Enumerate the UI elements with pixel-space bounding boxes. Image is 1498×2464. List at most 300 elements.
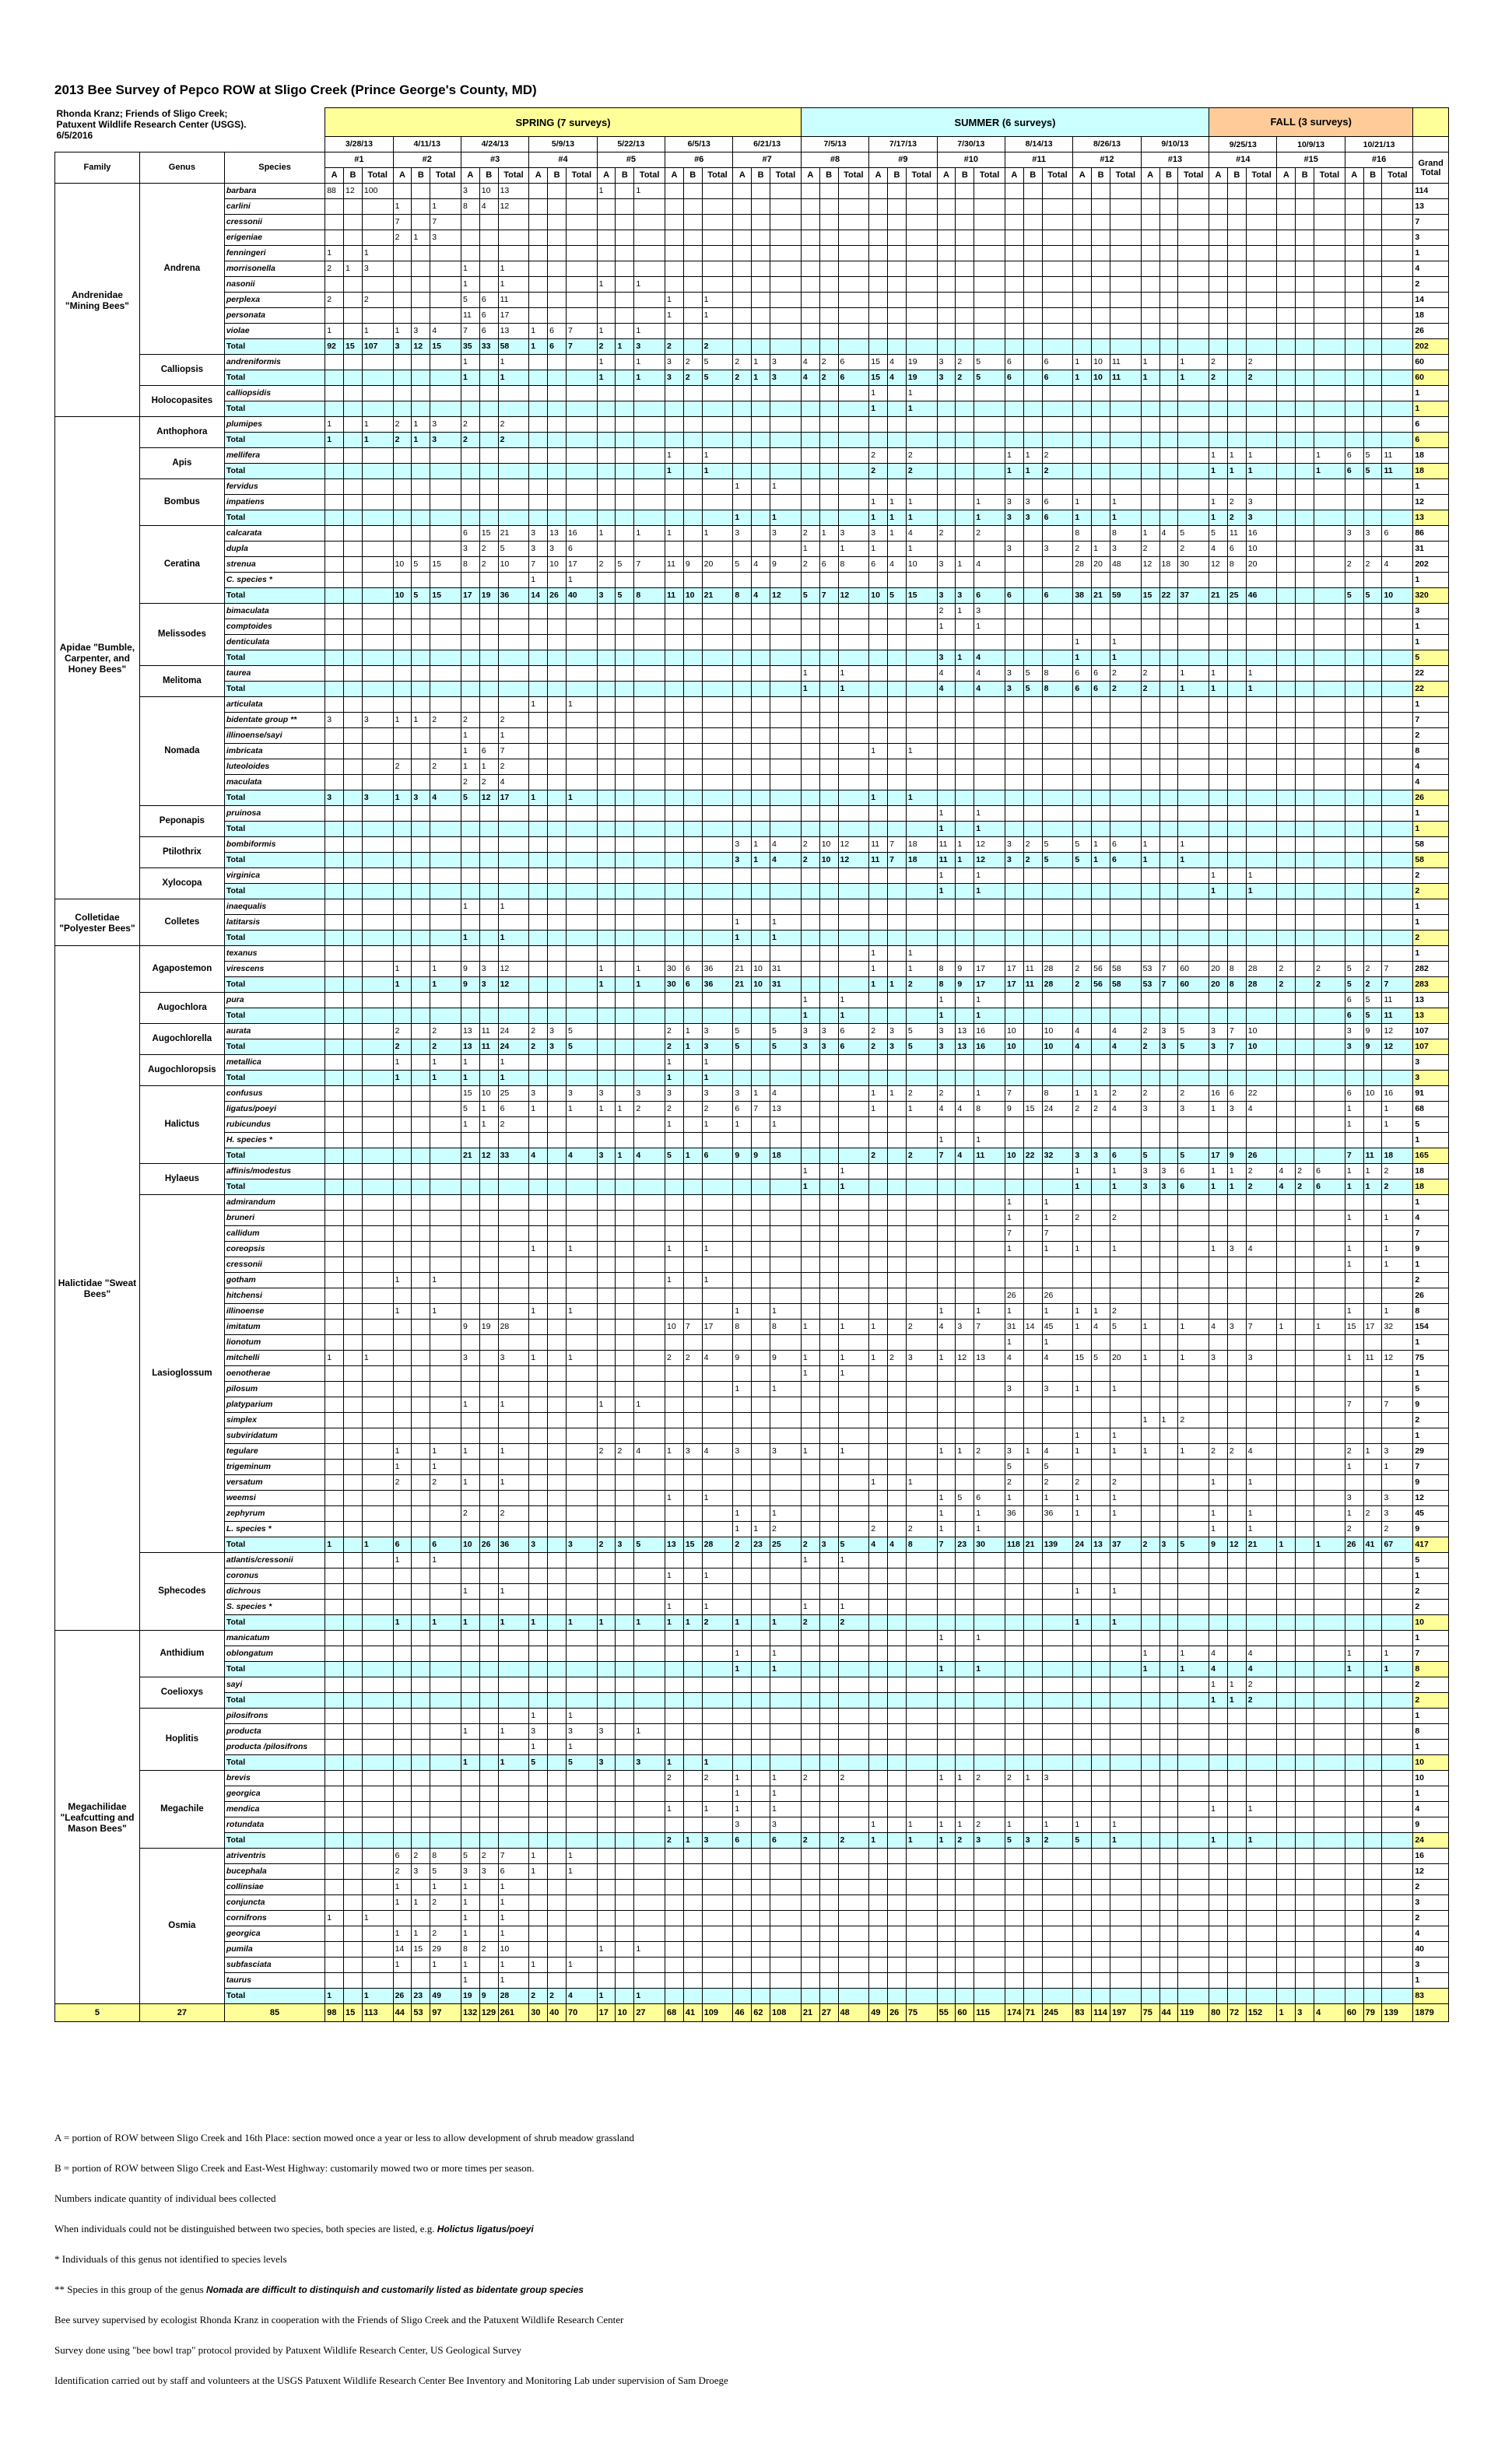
count-total: 1 [1178, 853, 1209, 868]
count-total [974, 1226, 1005, 1242]
count-b [683, 899, 702, 915]
count-total [1382, 635, 1413, 650]
count-total [838, 1382, 869, 1397]
count-b [548, 728, 567, 744]
species-row [55, 1568, 1449, 1584]
count-total [770, 184, 802, 199]
count-total [1382, 697, 1413, 713]
count-a [733, 884, 752, 899]
count-b [752, 542, 770, 557]
count-total [1178, 744, 1209, 759]
count-a [1209, 1428, 1228, 1444]
count-a [393, 1335, 412, 1351]
count-b [412, 682, 430, 697]
count-total [1246, 479, 1277, 495]
count-b [344, 1662, 363, 1677]
count-total [566, 1211, 597, 1226]
count-a [325, 1646, 344, 1662]
count-b [412, 993, 430, 1008]
count-b [548, 1444, 567, 1460]
count-a [1209, 650, 1228, 666]
count-b [344, 1600, 363, 1615]
team-info [55, 108, 325, 152]
count-total: 31 [770, 962, 802, 977]
count-a [937, 230, 956, 246]
species-row [55, 1257, 1449, 1273]
count-a: 1 [1005, 448, 1023, 464]
count-total [634, 448, 665, 464]
count-total [770, 1475, 802, 1491]
total-label: Total [224, 510, 325, 526]
total-label: Total [224, 433, 325, 448]
count-total: 3 [702, 1086, 733, 1102]
count-a: 1 [393, 977, 412, 993]
count-b [1227, 806, 1246, 822]
count-total [566, 1382, 597, 1397]
count-a [393, 635, 412, 650]
count-total [1246, 386, 1277, 401]
count-total [430, 728, 461, 744]
count-a [325, 837, 344, 853]
count-a: 3 [1141, 1179, 1159, 1195]
grand-total-cell: 1 [1413, 1428, 1449, 1444]
count-total [1314, 417, 1345, 433]
count-a: 1 [461, 1071, 479, 1086]
count-a [665, 1335, 684, 1351]
count-b [344, 1242, 363, 1257]
count-total: 15 [906, 588, 937, 604]
count-b [344, 1475, 363, 1491]
count-a [733, 573, 752, 588]
total-label: Total [224, 682, 325, 697]
count-total [1382, 1273, 1413, 1288]
grand-total-cell: 154 [1413, 1320, 1449, 1335]
count-total [1042, 1615, 1073, 1631]
count-a: 1 [665, 1117, 684, 1133]
count-b: 1 [412, 713, 430, 728]
count-b [1092, 1273, 1110, 1288]
count-a [801, 230, 819, 246]
count-a: 4 [937, 666, 956, 682]
count-b: 6 [479, 308, 498, 324]
col-total: Total [1178, 168, 1209, 184]
count-b: 1 [1159, 1413, 1178, 1428]
count-total [362, 1024, 393, 1039]
count-a [597, 293, 616, 308]
count-b: 1 [1092, 542, 1110, 557]
count-total [1314, 697, 1345, 713]
count-b: 3 [1159, 1537, 1178, 1553]
count-b: 1 [888, 1086, 907, 1102]
count-b [819, 775, 838, 790]
species-row [55, 324, 1449, 339]
count-a [1141, 744, 1159, 759]
count-a [461, 915, 479, 931]
genus-name: Lasioglossum [139, 1195, 224, 1553]
count-total [974, 1257, 1005, 1273]
count-total [702, 277, 733, 293]
count-a [801, 246, 819, 261]
count-a [1345, 308, 1363, 324]
count-b [1023, 339, 1042, 355]
count-b [1227, 433, 1246, 448]
count-b [888, 1242, 907, 1257]
count-a [1345, 837, 1363, 853]
count-b [412, 1195, 430, 1211]
count-b [548, 1366, 567, 1382]
count-b [344, 1024, 363, 1039]
count-b [616, 1460, 634, 1475]
count-total [1246, 728, 1277, 744]
count-b [1363, 1288, 1382, 1304]
count-b [1159, 1522, 1178, 1537]
count-a [1141, 417, 1159, 433]
grand-total-cell: 3 [1413, 604, 1449, 619]
count-b [548, 884, 567, 899]
count-b [344, 1335, 363, 1351]
count-a [1073, 1397, 1092, 1413]
count-a [393, 884, 412, 899]
count-total: 139 [1042, 1537, 1073, 1553]
count-a: 5 [1345, 962, 1363, 977]
count-b: 1 [888, 526, 907, 542]
count-a [869, 728, 888, 744]
count-b [683, 1568, 702, 1584]
count-total [702, 666, 733, 682]
count-total [566, 853, 597, 868]
count-a [801, 977, 819, 993]
count-b [1227, 790, 1246, 806]
count-total [1314, 868, 1345, 884]
count-b [1159, 1257, 1178, 1273]
count-a [1005, 1164, 1023, 1179]
count-a [325, 1584, 344, 1600]
count-a [1073, 308, 1092, 324]
count-a [1209, 775, 1228, 790]
count-a [461, 1600, 479, 1615]
count-total: 6 [702, 1148, 733, 1164]
count-total [906, 604, 937, 619]
count-total [430, 293, 461, 308]
count-b [819, 246, 838, 261]
grand-total-cell: 1 [1413, 806, 1449, 822]
count-total: 1 [906, 1475, 937, 1491]
count-a [529, 355, 548, 370]
count-a [1209, 433, 1228, 448]
count-b [1227, 1553, 1246, 1568]
count-b [752, 433, 770, 448]
count-b [1159, 1600, 1178, 1615]
count-b: 15 [683, 1537, 702, 1553]
count-b [752, 1397, 770, 1413]
count-a [733, 635, 752, 650]
count-a [1209, 619, 1228, 635]
count-a: 1 [665, 1071, 684, 1086]
genus-name: Hylaeus [139, 1164, 224, 1195]
count-total: 1 [974, 1304, 1005, 1320]
count-b [412, 1211, 430, 1226]
count-a [1345, 230, 1363, 246]
count-b [956, 1522, 974, 1537]
count-total: 1 [1178, 682, 1209, 697]
count-total [362, 775, 393, 790]
count-a [1209, 184, 1228, 199]
count-b [412, 728, 430, 744]
species-row [55, 1382, 1449, 1397]
count-a [801, 759, 819, 775]
count-total [1314, 1071, 1345, 1086]
count-total: 1 [566, 697, 597, 713]
count-a [937, 1646, 956, 1662]
count-a [597, 246, 616, 261]
count-b [616, 448, 634, 464]
count-b [683, 417, 702, 433]
count-total [770, 697, 802, 713]
count-total [1246, 1413, 1277, 1428]
count-a [1345, 884, 1363, 899]
count-total: 4 [1110, 1039, 1141, 1055]
count-b [1159, 417, 1178, 433]
count-b [1023, 557, 1042, 573]
count-total [838, 1522, 869, 1537]
count-b [1296, 1320, 1314, 1335]
count-b [1092, 479, 1110, 495]
count-b [888, 1071, 907, 1086]
count-total [702, 386, 733, 401]
count-a [1209, 1211, 1228, 1226]
count-a [529, 822, 548, 837]
count-b: 4 [888, 355, 907, 370]
count-a: 10 [393, 588, 412, 604]
count-a [1005, 1008, 1023, 1024]
count-b [1159, 915, 1178, 931]
count-total [1314, 479, 1345, 495]
count-a [1209, 1195, 1228, 1211]
count-a: 1 [1073, 355, 1092, 370]
count-total [634, 884, 665, 899]
count-a [1141, 308, 1159, 324]
count-a: 1 [937, 822, 956, 837]
count-b [1296, 417, 1314, 433]
count-a: 3 [733, 1086, 752, 1102]
count-b [956, 759, 974, 775]
count-a [733, 682, 752, 697]
count-a [1141, 868, 1159, 884]
count-total [702, 853, 733, 868]
count-total [430, 1631, 461, 1646]
count-total [1382, 1133, 1413, 1148]
count-b: 22 [1023, 1148, 1042, 1164]
species-row [55, 1024, 1449, 1039]
count-total [1314, 1148, 1345, 1164]
count-a [665, 573, 684, 588]
count-b [616, 1568, 634, 1584]
count-b [888, 417, 907, 433]
survey-date: 7/17/13 [869, 137, 937, 152]
count-a [733, 650, 752, 666]
species-name: virginica [224, 868, 325, 884]
count-a [529, 744, 548, 759]
count-a [733, 1133, 752, 1148]
count-b [412, 1428, 430, 1444]
count-a [1073, 401, 1092, 417]
count-b [548, 1242, 567, 1257]
count-b [888, 1506, 907, 1522]
count-total: 4 [430, 790, 461, 806]
count-total: 1 [702, 464, 733, 479]
count-a [597, 1522, 616, 1537]
count-total [1042, 1600, 1073, 1615]
count-total: 3 [702, 1024, 733, 1039]
species-row [55, 293, 1449, 308]
count-b [1227, 837, 1246, 853]
count-b [412, 293, 430, 308]
count-a: 12 [1141, 557, 1159, 573]
count-b [344, 650, 363, 666]
count-a [869, 1413, 888, 1428]
count-b [1092, 1055, 1110, 1071]
count-b: 1 [1092, 1086, 1110, 1102]
grand-total-cell: 1 [1413, 822, 1449, 837]
count-total [1110, 230, 1141, 246]
count-total: 1 [1110, 1491, 1141, 1506]
count-a [1005, 868, 1023, 884]
count-total [838, 324, 869, 339]
count-total [702, 1460, 733, 1475]
count-b [1023, 199, 1042, 215]
count-b [1159, 1195, 1178, 1211]
count-total [906, 1662, 937, 1677]
count-a [325, 1164, 344, 1179]
genus-total-row [55, 822, 1449, 837]
count-a: 5 [1141, 1148, 1159, 1164]
count-a: 2 [393, 417, 412, 433]
count-total [634, 1584, 665, 1600]
count-total [566, 837, 597, 853]
count-total: 1 [974, 1506, 1005, 1522]
count-a [937, 1413, 956, 1428]
count-total: 58 [498, 339, 529, 355]
grand-total-cell: 283 [1413, 977, 1449, 993]
count-a [937, 790, 956, 806]
count-b [1296, 744, 1314, 759]
count-b [1363, 931, 1382, 946]
grand-total-cell: 31 [1413, 542, 1449, 557]
count-b [956, 510, 974, 526]
count-a [1277, 1491, 1296, 1506]
count-a: 1 [597, 370, 616, 386]
count-b [616, 1382, 634, 1397]
count-total: 18 [770, 1148, 802, 1164]
count-a: 15 [1345, 1320, 1363, 1335]
count-total: 1 [1178, 1351, 1209, 1366]
count-a [665, 744, 684, 759]
count-total [1246, 853, 1277, 868]
count-b [344, 246, 363, 261]
count-b [616, 884, 634, 899]
count-b [1023, 230, 1042, 246]
count-a [665, 790, 684, 806]
count-total [906, 1288, 937, 1304]
count-b [683, 277, 702, 293]
count-b [616, 1600, 634, 1615]
count-total: 1 [634, 1615, 665, 1631]
count-b [1227, 682, 1246, 697]
count-total [566, 230, 597, 246]
count-b [1092, 1117, 1110, 1133]
count-total: 5 [1110, 1320, 1141, 1335]
count-total: 58 [1110, 962, 1141, 977]
count-b [888, 822, 907, 837]
survey-number: #3 [461, 152, 528, 168]
count-a [1073, 184, 1092, 199]
count-b [479, 713, 498, 728]
count-b: 4 [888, 557, 907, 573]
count-total [838, 1226, 869, 1242]
species-row [55, 1460, 1449, 1475]
count-a [325, 1600, 344, 1615]
count-b [1296, 1351, 1314, 1366]
count-b: 10 [1363, 1086, 1382, 1102]
count-total [634, 1164, 665, 1179]
count-b [344, 899, 363, 915]
count-b [1296, 1460, 1314, 1475]
count-total [906, 1055, 937, 1071]
count-total [566, 759, 597, 775]
count-total [974, 261, 1005, 277]
count-b: 1 [479, 1117, 498, 1133]
count-b: 22 [1159, 588, 1178, 604]
count-b [956, 728, 974, 744]
count-b: 2 [1363, 557, 1382, 573]
count-b: 2 [479, 775, 498, 790]
count-total: 1 [1382, 1117, 1413, 1133]
count-a [1277, 1366, 1296, 1382]
species-row [55, 1522, 1449, 1537]
count-total: 6 [838, 370, 869, 386]
count-total [362, 370, 393, 386]
count-a [529, 1631, 548, 1646]
count-a [1005, 1133, 1023, 1148]
count-b [956, 993, 974, 1008]
count-total: 2 [974, 526, 1005, 542]
count-a [325, 682, 344, 697]
season-header: SPRING (7 surveys) [325, 108, 802, 137]
count-b [819, 542, 838, 557]
count-total [1382, 199, 1413, 215]
count-a: 5 [733, 557, 752, 573]
count-a [529, 386, 548, 401]
count-b [819, 1382, 838, 1397]
count-a [937, 464, 956, 479]
count-b [479, 1366, 498, 1382]
count-b [752, 1366, 770, 1382]
count-total: 1 [1314, 1537, 1345, 1553]
count-b: 2 [888, 1351, 907, 1366]
count-a: 1 [529, 1304, 548, 1320]
count-b [819, 261, 838, 277]
count-total [1314, 728, 1345, 744]
count-b [683, 837, 702, 853]
count-a: 1 [529, 1102, 548, 1117]
count-total [566, 1460, 597, 1475]
count-a [1005, 1366, 1023, 1382]
count-total [770, 246, 802, 261]
count-a: 2 [869, 464, 888, 479]
count-total [838, 977, 869, 993]
count-total [362, 1102, 393, 1117]
count-total [1042, 713, 1073, 728]
